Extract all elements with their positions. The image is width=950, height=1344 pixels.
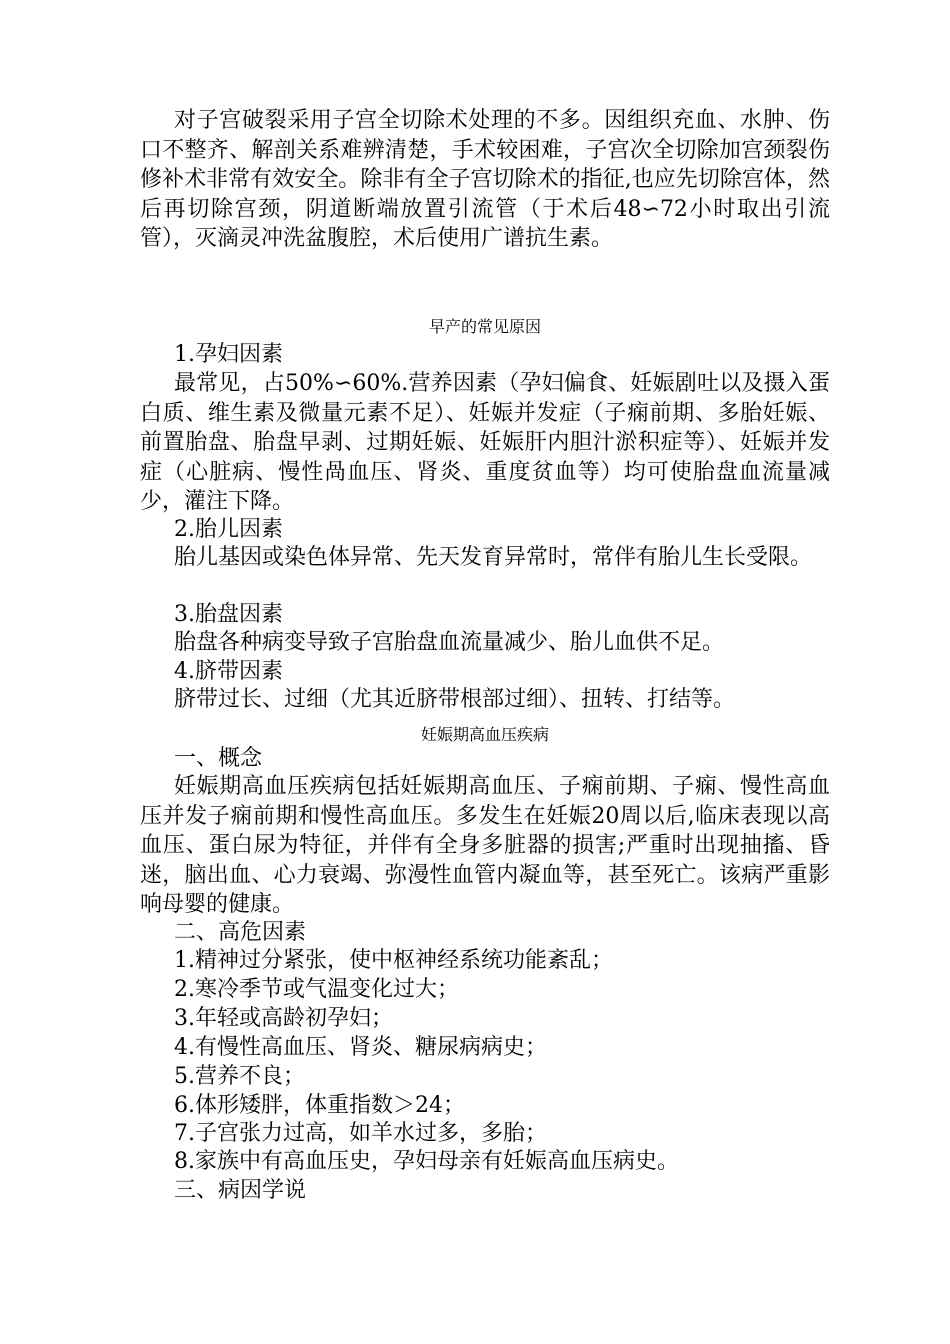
heading-risk-factors: 二、高危因素 (174, 920, 307, 945)
heading-umbilical-factors: 4.脐带因素 (174, 659, 283, 684)
heading-etiology: 三、病因学说 (174, 1178, 307, 1203)
heading-maternal-factors: 1.孕妇因素 (174, 342, 283, 367)
heading-placental-factors: 3.胎盘因素 (174, 602, 283, 627)
list-item: 4.有慢性高血压、肾炎、糖尿病病史； (174, 1035, 547, 1060)
list-item: 5.营养不良； (174, 1064, 305, 1089)
paragraph-fetal-factors: 胎儿基因或染色体异常、先天发育异常时，常伴有胎儿生长受限。 (174, 545, 813, 570)
paragraph-concept: 妊娠期高血压疾病包括妊娠期高血压、子痫前期、子痫、慢性高血压并发子痫前期和慢性高血压。多发生在妊娠20周以后,临床表现以高血压、蛋白尿为特征，并伴有全身多脏器的损害;严重时出现抽搐、昏迷，脑出血、心力衰竭、弥漫性血管内凝血等，甚至死亡。该病严重影响母婴的健康。 (140, 774, 830, 917)
list-item: 3.年轻或高龄初孕妇； (174, 1006, 393, 1031)
paragraph-uterine-rupture: 对子宫破裂采用子宫全切除术处理的不多。因组织充血、水肿、伤口不整齐、解剖关系难辨清楚，手术较困难，子宫次全切除加宫颈裂伤修补术非常有效安全。除非有全子宫切除术的指征,也应先切除宫体，然后再切除宫颈，阴道断端放置引流管（于术后48∽72小时取出引流管），灭滴灵冲洗盆腹腔，术后使用广谱抗生素。 (140, 108, 830, 251)
list-item: 2.寒冷季节或气温变化过大； (174, 977, 459, 1002)
list-item: 6.体形矮胖，体重指数＞24； (174, 1093, 465, 1118)
heading-concept: 一、概念 (174, 746, 263, 771)
paragraph-maternal-factors: 最常见，占50%∽60%.营养因素（孕妇偏食、妊娠剧吐以及摄入蛋白质、维生素及微量元素不足）、妊娠并发症（子痫前期、多胎妊娠、前置胎盘、胎盘早剥、过期妊娠、妊娠肝内胆汁淤积症等）、妊娠并发症（心脏病、慢性咼血压、肾炎、重度贫血等）均可使胎盘血流量减少，灌注下降。 (140, 371, 830, 514)
section-title-hypertension: 妊娠期高血压疾病 (420, 725, 549, 744)
list-item: 7.子宫张力过高，如羊水过多，多胎； (174, 1121, 547, 1146)
heading-fetal-factors: 2.胎儿因素 (174, 517, 283, 542)
paragraph-placental-factors: 胎盘各种病变导致子宫胎盘血流量减少、胎儿血供不足。 (174, 630, 725, 655)
section-title-preterm-causes: 早产的常见原因 (428, 317, 541, 336)
paragraph-umbilical-factors: 脐带过长、过细（尤其近脐带根部过细）、扭转、打结等。 (174, 687, 736, 712)
list-item: 8.家族中有高血压史，孕妇母亲有妊娠高血压病史。 (174, 1149, 679, 1174)
list-item: 1.精神过分紧张，使中枢神经系统功能紊乱； (174, 948, 613, 973)
